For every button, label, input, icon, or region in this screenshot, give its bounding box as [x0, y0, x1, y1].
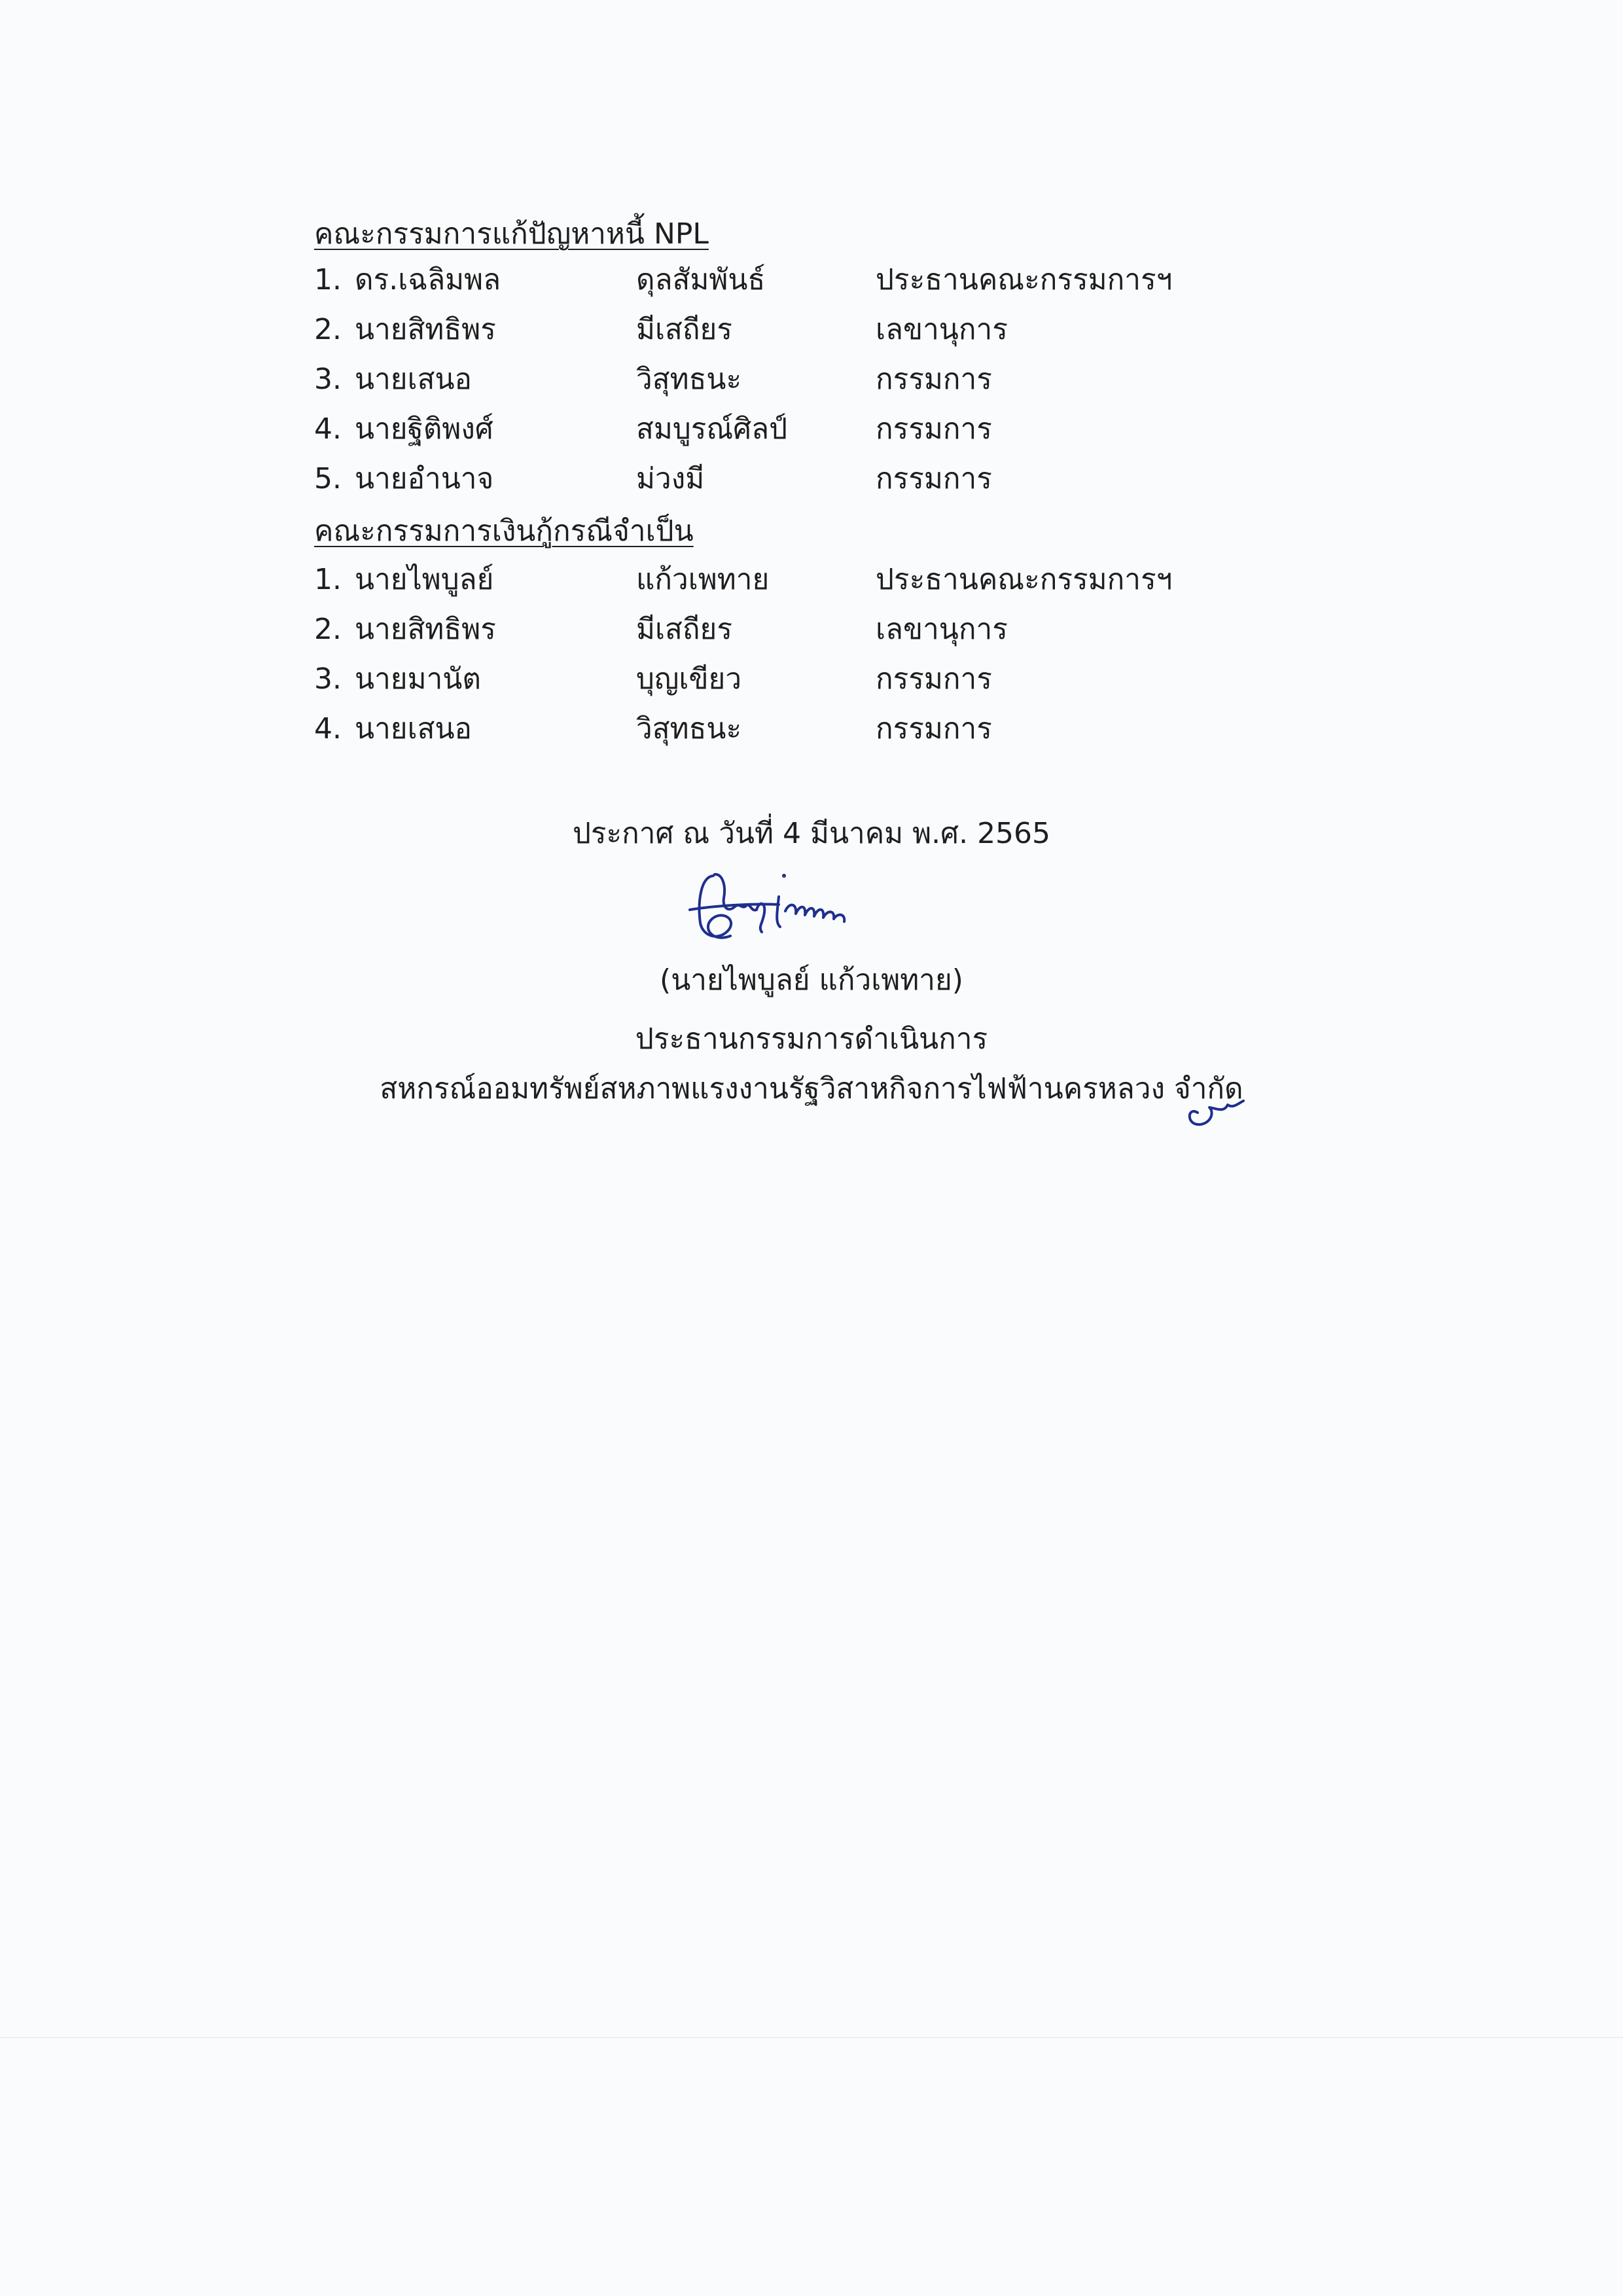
member-number: 2.	[314, 313, 342, 346]
member-last-name: ดุลสัมพันธ์	[636, 263, 766, 296]
member-first-name: นายอำนาจ	[355, 462, 494, 495]
member-role: ประธานคณะกรรมการฯ	[876, 563, 1173, 596]
scan-edge-line	[0, 2037, 1623, 2038]
member-number: 4.	[314, 712, 342, 745]
member-first-name: นายเสนอ	[355, 363, 472, 396]
member-number: 3.	[314, 363, 342, 396]
member-last-name: มีเสถียร	[636, 313, 732, 346]
committee-emergency-loan-heading: คณะกรรมการเงินกู้กรณีจำเป็น	[314, 514, 694, 548]
member-first-name: นายสิทธิพร	[355, 313, 496, 346]
member-role: กรรมการ	[876, 662, 992, 696]
member-last-name: สมบูรณ์ศิลป์	[636, 412, 788, 446]
member-role: กรรมการ	[876, 363, 992, 396]
announcement-date: ประกาศ ณ วันที่ 4 มีนาคม พ.ศ. 2565	[572, 817, 1051, 850]
member-last-name: วิสุทธนะ	[636, 712, 742, 745]
member-role: เลขานุการ	[876, 313, 1008, 346]
signer-title: ประธานกรรมการดำเนินการ	[635, 1022, 988, 1056]
member-first-name: นายมานัต	[355, 662, 481, 696]
committee-npl-heading: คณะกรรมการแก้ปัญหาหนี้ NPL	[314, 217, 709, 251]
member-first-name: ดร.เฉลิมพล	[355, 263, 501, 296]
member-last-name: มีเสถียร	[636, 613, 732, 646]
member-role: ประธานคณะกรรมการฯ	[876, 263, 1173, 296]
member-role: กรรมการ	[876, 412, 992, 446]
initial-mark	[1178, 1086, 1250, 1132]
member-number: 5.	[314, 462, 342, 495]
signer-name: (นายไพบูลย์ แก้วเพทาย)	[660, 963, 963, 997]
member-number: 4.	[314, 412, 342, 446]
member-last-name: แก้วเพทาย	[636, 563, 770, 596]
member-last-name: บุญเขียว	[636, 662, 742, 696]
member-first-name: นายไพบูลย์	[355, 563, 494, 596]
member-first-name: นายเสนอ	[355, 712, 472, 745]
member-role: กรรมการ	[876, 712, 992, 745]
organization-name: สหกรณ์ออมทรัพย์สหภาพแรงงานรัฐวิสาหกิจการไฟฟ้านครหลวง จำกัด	[380, 1072, 1243, 1105]
member-number: 3.	[314, 662, 342, 696]
member-first-name: นายฐิติพงศ์	[355, 412, 493, 446]
member-role: เลขานุการ	[876, 613, 1008, 646]
member-last-name: ม่วงมี	[636, 462, 705, 495]
member-role: กรรมการ	[876, 462, 992, 495]
signature-image	[674, 864, 883, 949]
member-number: 2.	[314, 613, 342, 646]
member-first-name: นายสิทธิพร	[355, 613, 496, 646]
member-number: 1.	[314, 263, 342, 296]
member-last-name: วิสุทธนะ	[636, 363, 742, 396]
member-number: 1.	[314, 563, 342, 596]
